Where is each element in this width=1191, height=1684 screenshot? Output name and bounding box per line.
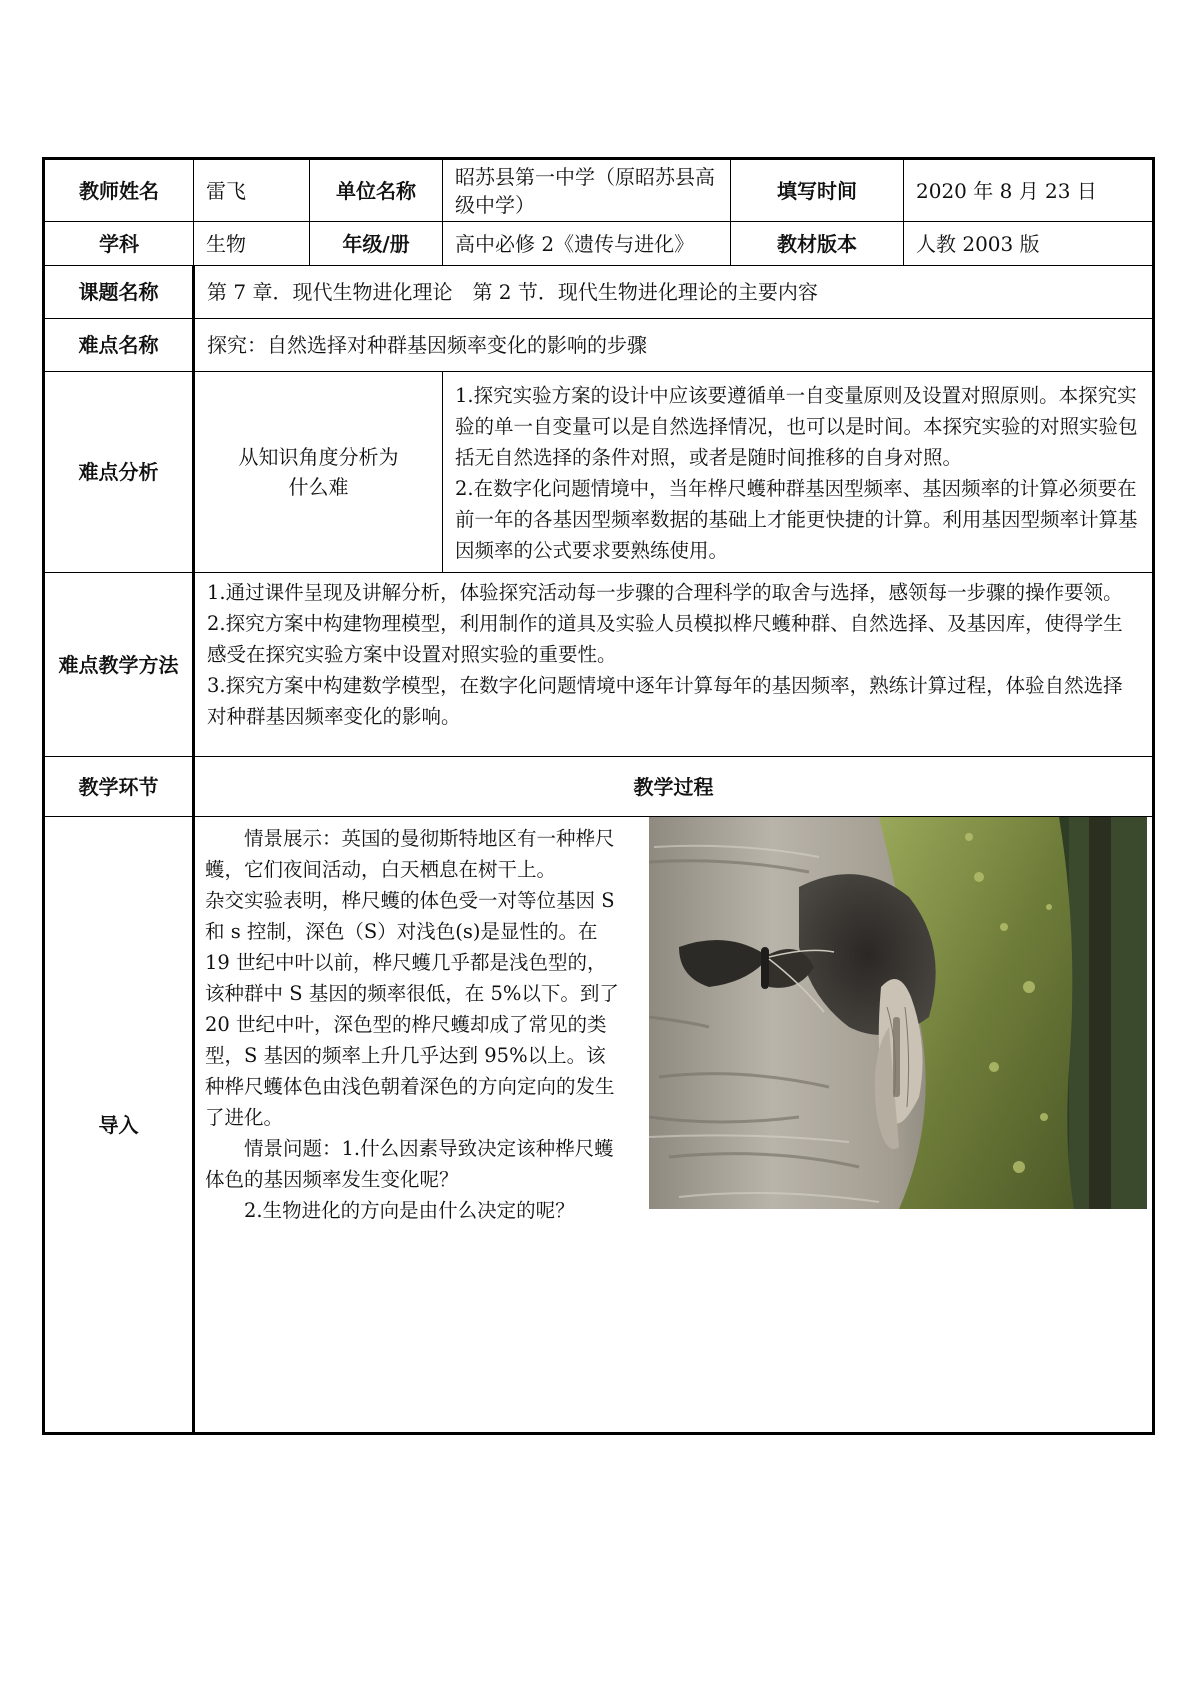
intro-paragraph-question-1: 情景问题：1.什么因素导致决定该种桦尺蠖体色的基因频率发生变化呢？ (205, 1137, 614, 1191)
row-analysis (44, 372, 1154, 573)
grade-value: 高中必修 2《遗传与进化》 (443, 222, 731, 266)
stage-label: 教学环节 (44, 757, 194, 817)
edition-label: 教材版本 (731, 222, 904, 266)
intro-paragraph-experiment: 杂交实验表明，桦尺蠖的体色受一对等位基因 S 和 s 控制，深色（S）对浅色(s)是显性的。在 19 世纪中叶以前，桦尺蠖几乎都是浅色型的，该种群中 S 基因的频率很低，在 5%以下。到了 20 世纪中叶，深色型的桦尺蠖却成了常见的类型，S 基因的频率上升几乎达到 95%以上。该种桦尺蠖体色由浅色朝着深色的方向定向的发生了进化。 (205, 889, 619, 1129)
lesson-plan-table (42, 157, 1155, 1435)
method-label: 难点教学方法 (44, 573, 194, 757)
intro-paragraph-question-2: 2.生物进化的方向是由什么决定的呢？ (244, 1199, 575, 1222)
analysis-content (443, 372, 1154, 573)
row-process-header (44, 757, 1154, 817)
edition-value: 人教 2003 版 (904, 222, 1154, 266)
moth-on-bark-illustration (649, 817, 1147, 1209)
fill-time-value: 2020 年 8 月 23 日 (904, 159, 1154, 222)
method-content (194, 573, 1154, 757)
row-topic (44, 266, 1154, 319)
row-intro (44, 817, 1154, 1434)
process-label: 教学过程 (194, 757, 1154, 817)
topic-value: 第 7 章．现代生物进化理论 第 2 节．现代生物进化理论的主要内容 (194, 266, 1154, 319)
row-subject-info (44, 222, 1154, 266)
peppered-moth-photo (649, 817, 1147, 1209)
subject-value: 生物 (194, 222, 310, 266)
intro-content (194, 817, 1154, 1434)
analysis-paragraph-2: 2.在数字化问题情境中，当年桦尺蠖种群基因型频率、基因频率的计算必须要在前一年的各基因型频率数据的基础上才能更快捷的计算。利用基因型频率计算基因频率的公式要求要熟练使用。 (455, 477, 1138, 562)
subject-label: 学科 (44, 222, 194, 266)
difficulty-value: 探究：自然选择对种群基因频率变化的影响的步骤 (194, 319, 1154, 372)
intro-label: 导入 (44, 817, 194, 1434)
row-difficulty (44, 319, 1154, 372)
intro-text (205, 823, 620, 1226)
method-paragraph-3: 3.探究方案中构建数学模型，在数字化问题情境中逐年计算每年的基因频率，熟练计算过程，体验自然选择对种群基因频率变化的影响。 (207, 674, 1123, 728)
unit-name-value: 昭苏县第一中学（原昭苏县高级中学） (443, 159, 731, 222)
row-teacher-info (44, 159, 1154, 222)
difficulty-label: 难点名称 (44, 319, 194, 372)
analysis-sub-label-text: 从知识角度分析为什么难 (238, 445, 399, 499)
intro-paragraph-scene: 情景展示：英国的曼彻斯特地区有一种桦尺蠖，它们夜间活动，白天栖息在树干上。 (205, 827, 615, 881)
analysis-paragraph-1: 1.探究实验方案的设计中应该要遵循单一自变量原则及设置对照原则。本探究实验的单一自变量可以是自然选择情况，也可以是时间。本探究实验的对照实验包括无自然选择的条件对照，或者是随时间推移的自身对照。 (455, 384, 1138, 469)
unit-name-label: 单位名称 (310, 159, 443, 222)
grade-label: 年级/册 (310, 222, 443, 266)
method-paragraph-1: 1.通过课件呈现及讲解分析，体验探究活动每一步骤的合理科学的取舍与选择，感领每一步骤的操作要领。 (207, 581, 1123, 604)
analysis-label: 难点分析 (44, 372, 194, 573)
teacher-name-label: 教师姓名 (44, 159, 194, 222)
topic-label: 课题名称 (44, 266, 194, 319)
teacher-name-value: 雷飞 (194, 159, 310, 222)
row-method (44, 573, 1154, 757)
analysis-sub-label (194, 372, 443, 573)
fill-time-label: 填写时间 (731, 159, 904, 222)
method-paragraph-2: 2.探究方案中构建物理模型，利用制作的道具及实验人员模拟桦尺蠖种群、自然选择、及基因库，使得学生感受在探究实验方案中设置对照实验的重要性。 (207, 612, 1123, 666)
